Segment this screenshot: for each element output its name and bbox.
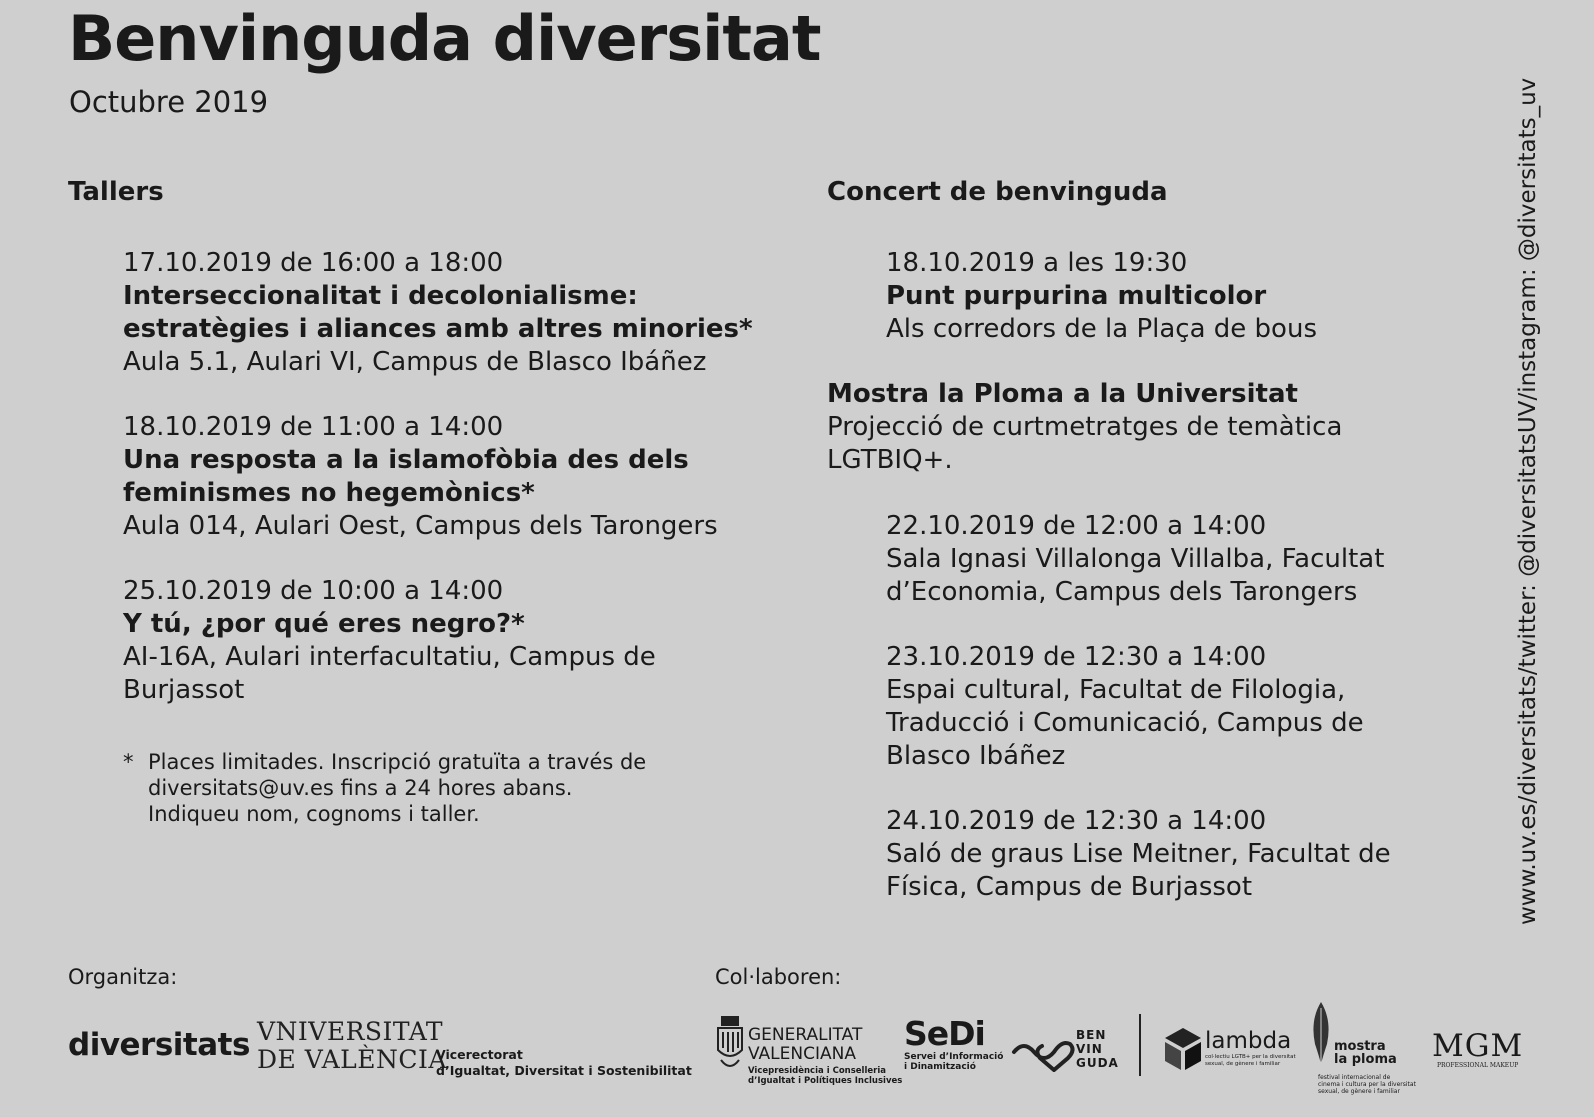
mostra-block <box>827 378 1342 477</box>
sedi-logo <box>904 1016 1003 1072</box>
benvinguda-line: GUDA <box>1076 1056 1119 1070</box>
mostra-logo-line: la ploma <box>1334 1052 1397 1067</box>
uv-logo-line: VNIVERSITAT <box>257 1017 444 1046</box>
vicerectorat-logo <box>436 1047 692 1079</box>
mostra-session <box>886 510 1384 609</box>
generalitat-line: GENERALITAT <box>748 1025 863 1045</box>
mostra-heading: Mostra la Ploma a la Universitat <box>827 379 1298 409</box>
heart-loop-icon <box>1010 1026 1076 1072</box>
vicerectorat-line: Vicerectorat <box>436 1047 523 1062</box>
taller-item <box>123 575 656 707</box>
taller-item <box>123 247 753 379</box>
mostra-session <box>886 805 1391 904</box>
mostra-logo-sub: sexual, de gènere i familiar <box>1318 1088 1400 1095</box>
feather-icon <box>1310 1000 1332 1066</box>
session-place: d’Economia, Campus dels Tarongers <box>886 577 1358 607</box>
taller-title: Interseccionalitat i decolonialisme: <box>123 281 638 311</box>
mostra-logo-sub: cinema i cultura per la diversitat <box>1318 1081 1416 1088</box>
concert-heading: Concert de benvinguda <box>827 177 1168 207</box>
mostra-la-ploma-logo <box>1310 1000 1420 1097</box>
session-datetime: 23.10.2019 de 12:30 a 14:00 <box>886 642 1267 672</box>
benvinguda-line: VIN <box>1076 1042 1103 1056</box>
concert-item <box>886 247 1317 346</box>
mgm-sub: PROFESSIONAL MAKEUP <box>1436 1062 1519 1069</box>
vicerectorat-line: d’Igualtat, Diversitat i Sostenibilitat <box>436 1063 692 1078</box>
taller-title: Y tú, ¿por qué eres negro?* <box>123 609 525 639</box>
generalitat-shield-icon <box>715 1014 745 1076</box>
generalitat-line: VALENCIANA <box>748 1044 856 1064</box>
universitat-valencia-logo <box>257 1018 447 1074</box>
mostra-logo-line: mostra <box>1334 1039 1386 1054</box>
generalitat-sub: d’Igualtat i Polítiques Inclusives <box>748 1076 903 1086</box>
taller-place: Aula 5.1, Aulari VI, Campus de Blasco Ibáñez <box>123 347 707 377</box>
session-place: Espai cultural, Facultat de Filologia, <box>886 675 1346 705</box>
uv-logo-line: DE VALÈNCIA <box>257 1045 447 1074</box>
lambda-wordmark: lambda <box>1205 1028 1292 1054</box>
session-place: Sala Ignasi Villalonga Villalba, Facultat <box>886 544 1385 574</box>
taller-datetime: 25.10.2019 de 10:00 a 14:00 <box>123 576 504 606</box>
collaboren-label: Col·laboren: <box>715 965 842 989</box>
note-line: Places limitades. Inscripció gratuïta a través de <box>148 750 647 774</box>
mgm-wordmark: MGM <box>1432 1028 1524 1064</box>
session-datetime: 22.10.2019 de 12:00 a 14:00 <box>886 511 1267 541</box>
tallers-heading: Tallers <box>68 177 164 207</box>
taller-place: AI-16A, Aulari interfacultatiu, Campus de <box>123 642 656 672</box>
mostra-desc: Projecció de curtmetratges de temàtica <box>827 412 1343 442</box>
generalitat-sub: Vicepresidència i Conselleria <box>748 1066 886 1076</box>
session-place: Saló de graus Lise Meitner, Facultat de <box>886 839 1391 869</box>
taller-place: Burjassot <box>123 675 245 705</box>
taller-place: Aula 014, Aulari Oest, Campus dels Tarongers <box>123 511 718 541</box>
note-line: diversitats@uv.es fins a 24 hores abans. <box>148 776 573 800</box>
note-asterisk: * <box>123 750 134 774</box>
mostra-session <box>886 641 1364 773</box>
page-title: Benvinguda diversitat <box>68 2 821 75</box>
concert-place: Als corredors de la Plaça de bous <box>886 314 1317 344</box>
session-datetime: 24.10.2019 de 12:30 a 14:00 <box>886 806 1267 836</box>
benvinguda-line: BEN <box>1076 1028 1107 1042</box>
logo-divider <box>1139 1014 1141 1076</box>
sedi-sub: i Dinamització <box>904 1062 976 1072</box>
session-place: Física, Campus de Burjassot <box>886 872 1253 902</box>
mostra-logo-sub: festival internacional de <box>1318 1074 1391 1081</box>
registration-note <box>123 749 733 829</box>
organitza-label: Organitza: <box>68 965 178 989</box>
mgm-logo <box>1432 1030 1523 1070</box>
note-line: Indiqueu nom, cognoms i taller. <box>148 802 480 826</box>
mostra-desc: LGTBIQ+. <box>827 445 953 475</box>
diversitats-logo: diversitats <box>68 1027 250 1063</box>
sedi-sub: Servei d’Informació <box>904 1052 1004 1062</box>
concert-title: Punt purpurina multicolor <box>886 281 1267 311</box>
social-links-text: www.uv.es/diversitats/twitter: @diversitatsUV/instagram: @diversitats_uv <box>1515 77 1541 925</box>
taller-title: Una resposta a la islamofòbia des dels <box>123 445 689 475</box>
page-subtitle: Octubre 2019 <box>69 85 269 119</box>
sedi-wordmark: SeDi <box>904 1014 985 1053</box>
session-place: Traducció i Comunicació, Campus de <box>886 708 1364 738</box>
taller-item <box>123 411 718 543</box>
taller-title: feminismes no hegemònics* <box>123 478 535 508</box>
lambda-sub: sexual, de gènere i familiar <box>1205 1061 1281 1067</box>
lambda-sub: col·lectiu LGTB+ per la diversitat <box>1205 1054 1296 1060</box>
taller-datetime: 17.10.2019 de 16:00 a 18:00 <box>123 248 504 278</box>
concert-datetime: 18.10.2019 a les 19:30 <box>886 248 1188 278</box>
taller-title: estratègies i aliances amb altres minories* <box>123 314 753 344</box>
taller-datetime: 18.10.2019 de 11:00 a 14:00 <box>123 412 504 442</box>
session-place: Blasco Ibáñez <box>886 741 1066 771</box>
lambda-cube-icon <box>1163 1026 1203 1072</box>
